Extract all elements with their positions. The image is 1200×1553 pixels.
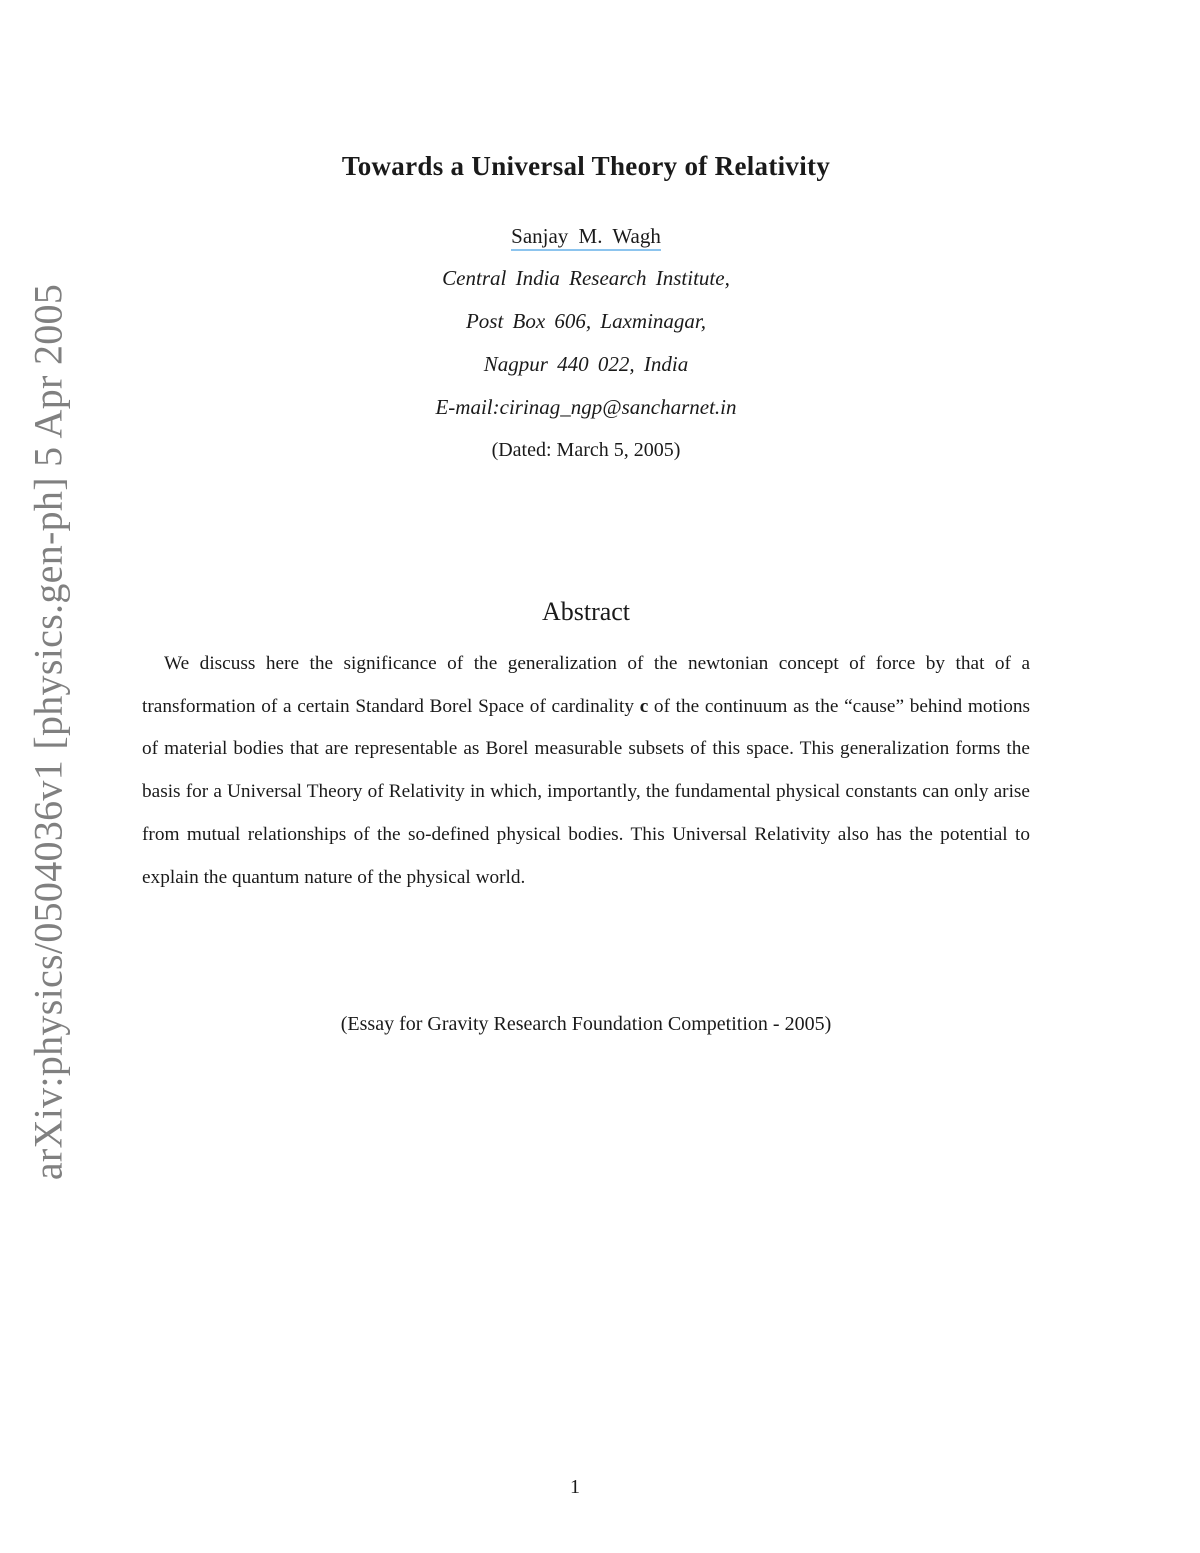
dated-line: (Dated: March 5, 2005) (491, 439, 681, 461)
essay-note: (Essay for Gravity Research Foundation Competition - 2005) (340, 1013, 832, 1035)
affiliation-institute: Central India Research Institute, (442, 266, 730, 290)
cardinality-symbol: c (639, 695, 649, 717)
affiliation-address: Post Box 606, Laxminagar, (465, 309, 707, 333)
abstract-text-part-2: of the continuum as the “cause” behind motions of material bodies that are representable as Borel measurable subsets of this space. This generalization forms the basis for a Universal Theory of Relativity in which, importantly, the fundamental physical constants can only arise from mutual relationships of the so-defined physical bodies. This Universal Relativity also has the potential to explain the quantum nature of the physical world. (142, 695, 1030, 888)
page-number: 1 (570, 1476, 580, 1498)
abstract-heading: Abstract (541, 597, 631, 626)
abstract-text-part-1: We discuss here the significance of the generalization of the newtonian concept of force by that of a transformation of a certain Standard Borel Space of cardinality (142, 653, 1030, 717)
affiliation-city: Nagpur 440 022, India (483, 352, 689, 376)
arxiv-side-stamp: arXiv:physics/0504036v1 [physics.gen-ph] 5 Apr 2005 (25, 283, 71, 1181)
author-line (0, 224, 1172, 249)
affiliation-email: E-mail:cirinag_ngp@sancharnet.in (435, 395, 737, 419)
paper-title: Towards a Universal Theory of Relativity (341, 151, 831, 181)
author-link[interactable]: Sanjay M. Wagh (511, 224, 661, 251)
abstract-body (142, 643, 1030, 899)
